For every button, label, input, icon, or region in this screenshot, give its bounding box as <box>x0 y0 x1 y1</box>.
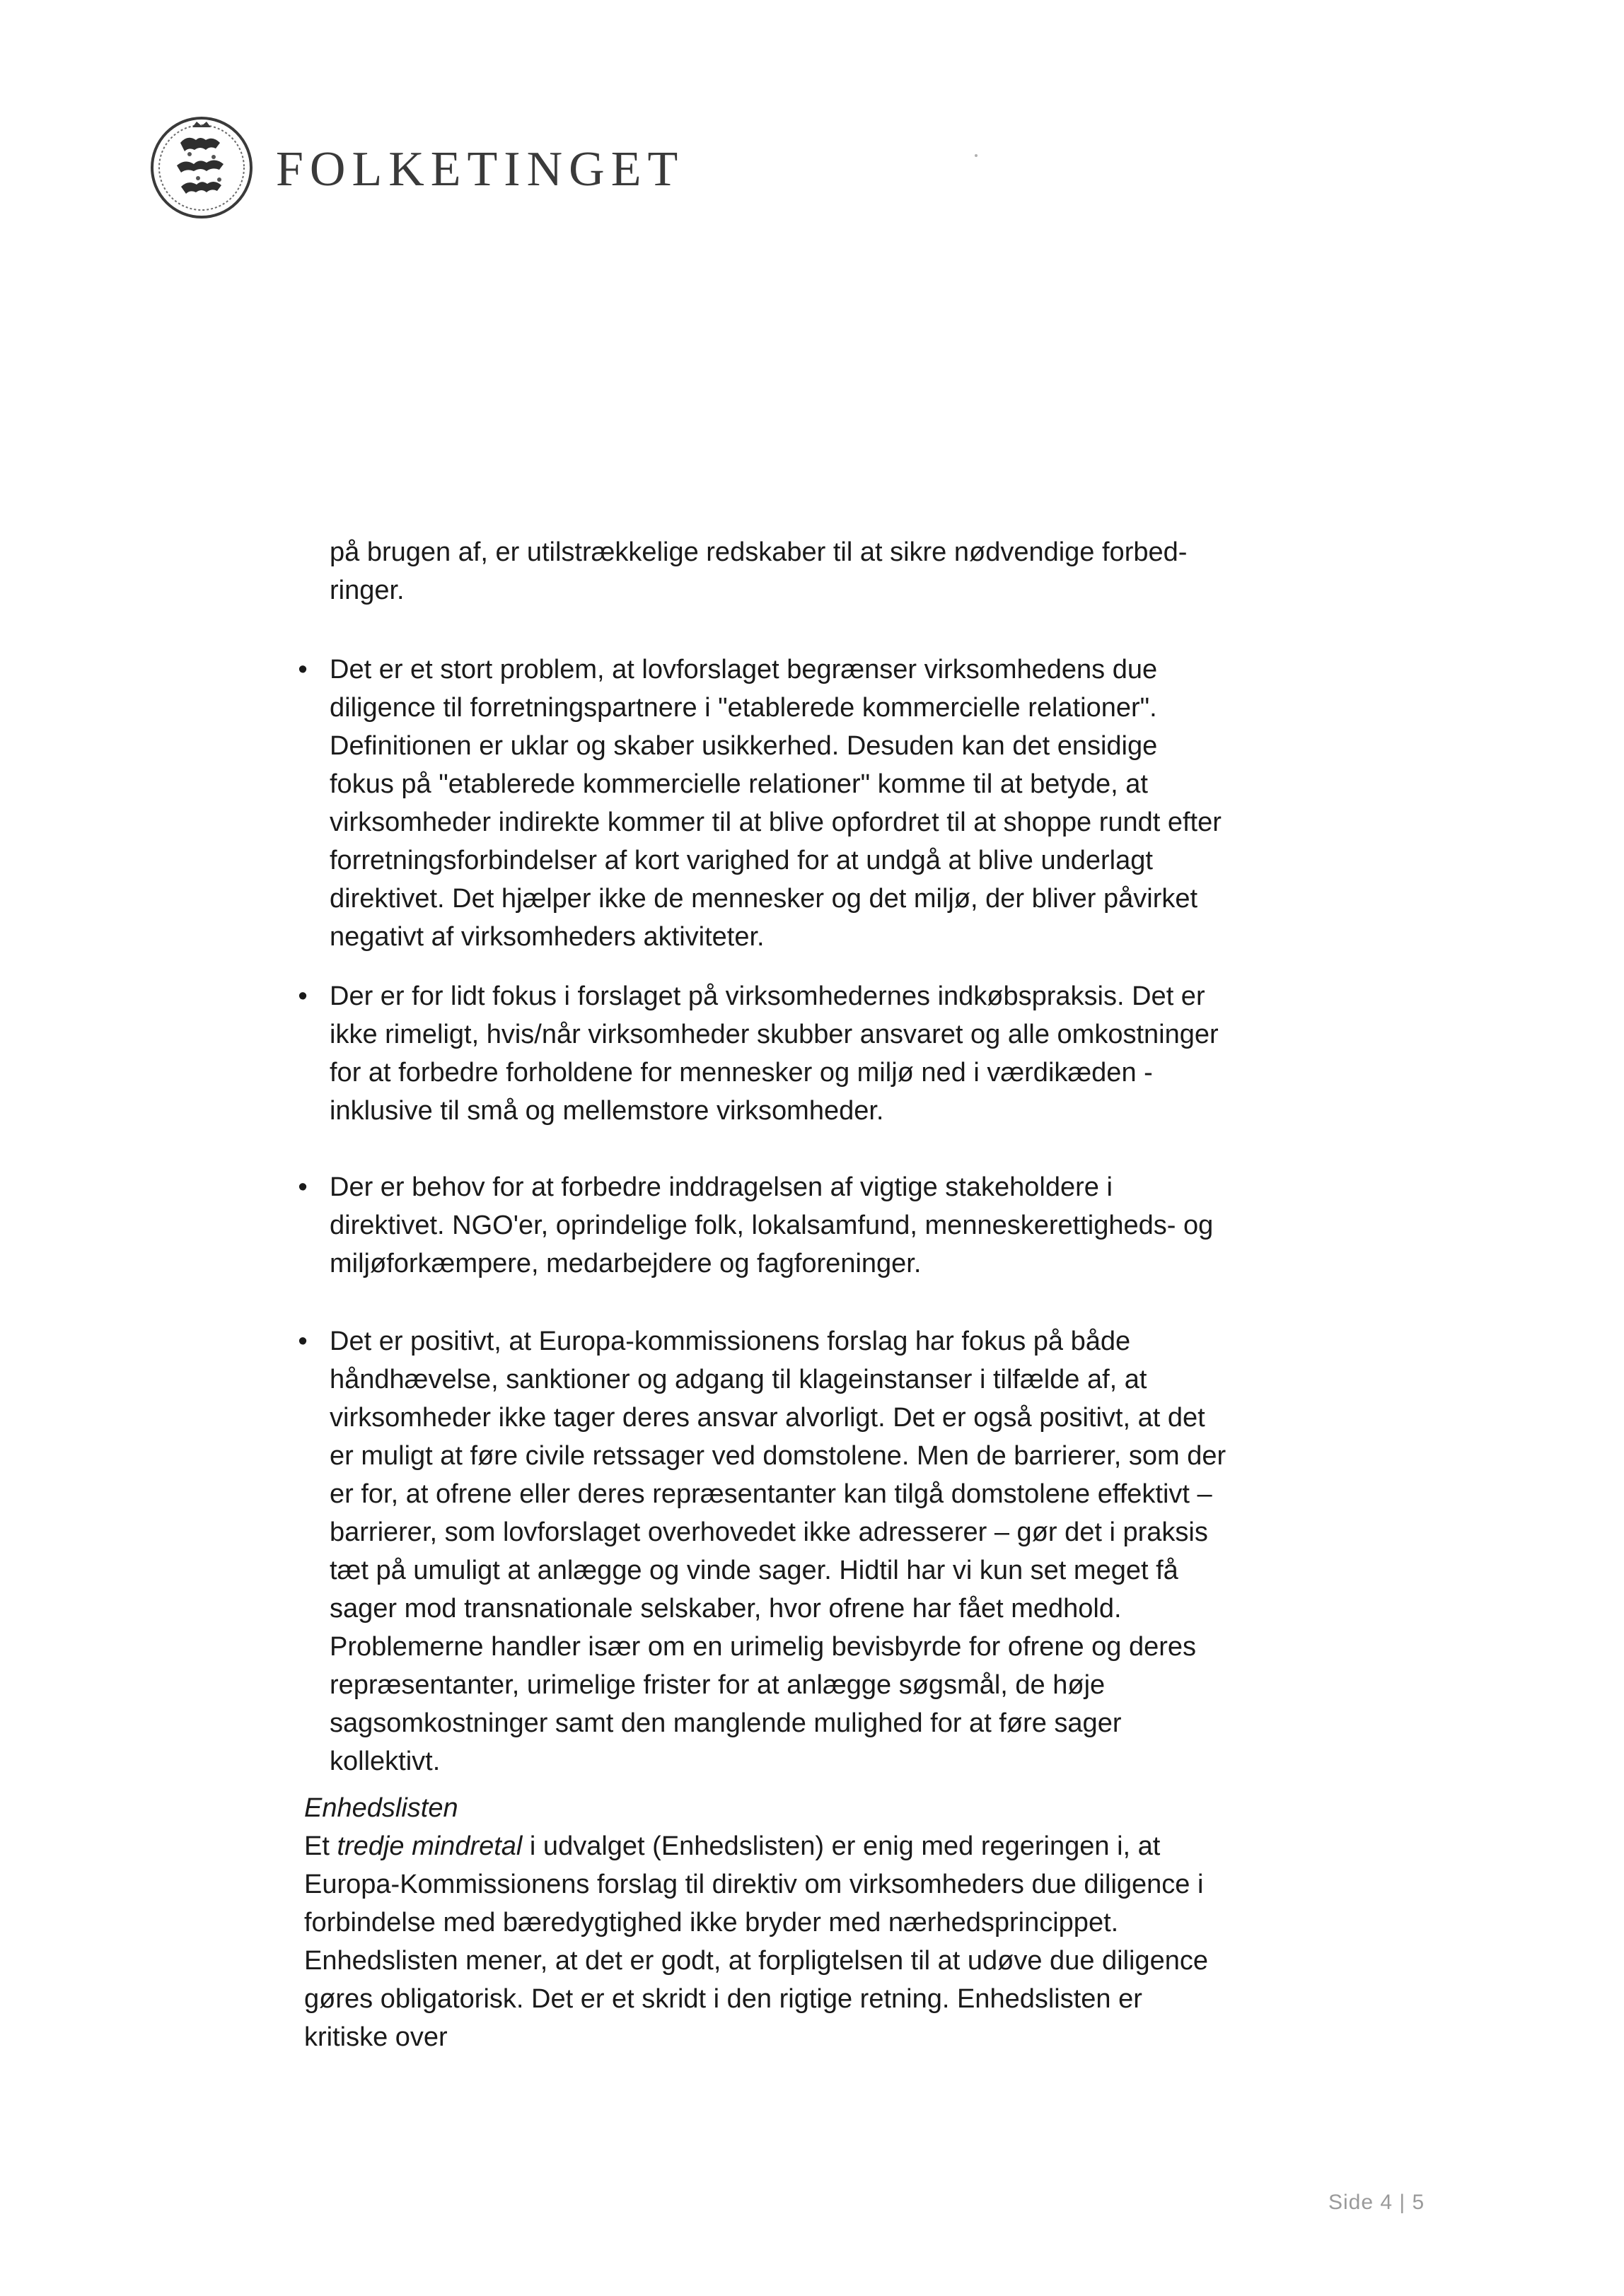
royal-lion-seal-icon <box>149 115 255 221</box>
bullet-text: Det er et stort problem, at lovforslaget begrænser virksomhedens due diligence til forretningspartnere i "etablerede kommercielle relationer". Definitionen er uklar og skaber usikkerhed. Desuden kan det ensidige fokus på "etablerede kommercielle relationer" komme til at betyde, at virksomheder indirekte kommer til at blive opfordret til at shoppe rundt efter forretningsforbindelser af kort varighed for at undgå at blive underlagt direktivet. Det hjælper ikke de mennesker og det miljø, der bliver påvirket negativt af virksomheders aktiviteter. <box>330 655 1222 952</box>
bullet-item <box>298 1322 1228 1781</box>
section-text-emphasis: tredje mindretal <box>337 1831 523 1861</box>
bullet-item <box>298 1168 1228 1283</box>
bullet-text: Der er behov for at forbedre inddragelsen af vigtige stakeholdere i direktivet. NGO'er, oprindelige folk, lokalsamfund, menneskerettigheds- og miljøforkæmpere, medarbejdere og fagforeninger. <box>330 1172 1214 1278</box>
bullet-item <box>298 977 1228 1130</box>
bullet-icon: • <box>298 1327 308 1356</box>
scan-speck <box>975 154 978 157</box>
enhedslisten-section <box>304 1789 1231 2056</box>
letterhead <box>149 115 684 221</box>
bullet-item <box>298 651 1228 956</box>
letterhead-title: FOLKETINGET <box>276 142 685 197</box>
bullet-icon: • <box>298 981 308 1011</box>
bullet-text: Der er for lidt fokus i forslaget på virksomhedernes indkøbspraksis. Det er ikke rimeligt, hvis/når virksomheder skubber ansvaret og alle omkostninger for at forbedre forholdene for mennesker og miljø ned i værdikæden - inklusive til små og mellemstore virksomheder. <box>330 981 1219 1126</box>
page-number: Side 4 | 5 <box>1328 2191 1425 2214</box>
bullet-icon: • <box>298 1172 308 1202</box>
section-text-rest: i udvalget (Enhedslisten) er enig med regeringen i, at Europa-Kommissionens forslag til direktiv om virksomheders due diligence i forbindelse med bæredygtighed ikke bryder med nærhedsprincippet. Enhedslisten mener, at det er godt, at forpligtelsen til at udøve due diligence gøres obligatorisk. Det er et skridt i den rigtige retning. Enhedslisten er kritiske over <box>304 1831 1209 2052</box>
section-text-prefix: Et <box>304 1831 337 1861</box>
continued-paragraph: på brugen af, er utilstrækkelige redskaber til at sikre nødvendige forbed-ringer. <box>330 537 1188 605</box>
section-heading: Enhedslisten <box>304 1793 458 1823</box>
bullet-text: Det er positivt, at Europa-kommissionens forslag har fokus på både håndhævelse, sanktioner og adgang til klageinstanser i tilfælde af, at virksomheder ikke tager deres ansvar alvorligt. Det er også positivt, at det er muligt at føre civile retssager ved domstolene. Men de barrierer, som der er for, at ofrene eller deres repræsentanter kan tilgå domstolene effektivt – barrierer, som lovforslaget overhovedet ikke adresserer – gør det i praksis tæt på umuligt at anlægge og vinde sager. Hidtil har vi kun set meget få sager mod transnationale selskaber, hvor ofrene har fået medhold. Problemerne handler især om en urimelig bevisbyrde for ofrene og deres repræsentanter, urimelige frister for at anlægge søgsmål, de høje sagsomkostninger samt den manglende mulighed for at føre sager kollektivt. <box>330 1327 1226 1776</box>
bullet-icon: • <box>298 655 308 684</box>
section-paragraph <box>304 1827 1231 2056</box>
